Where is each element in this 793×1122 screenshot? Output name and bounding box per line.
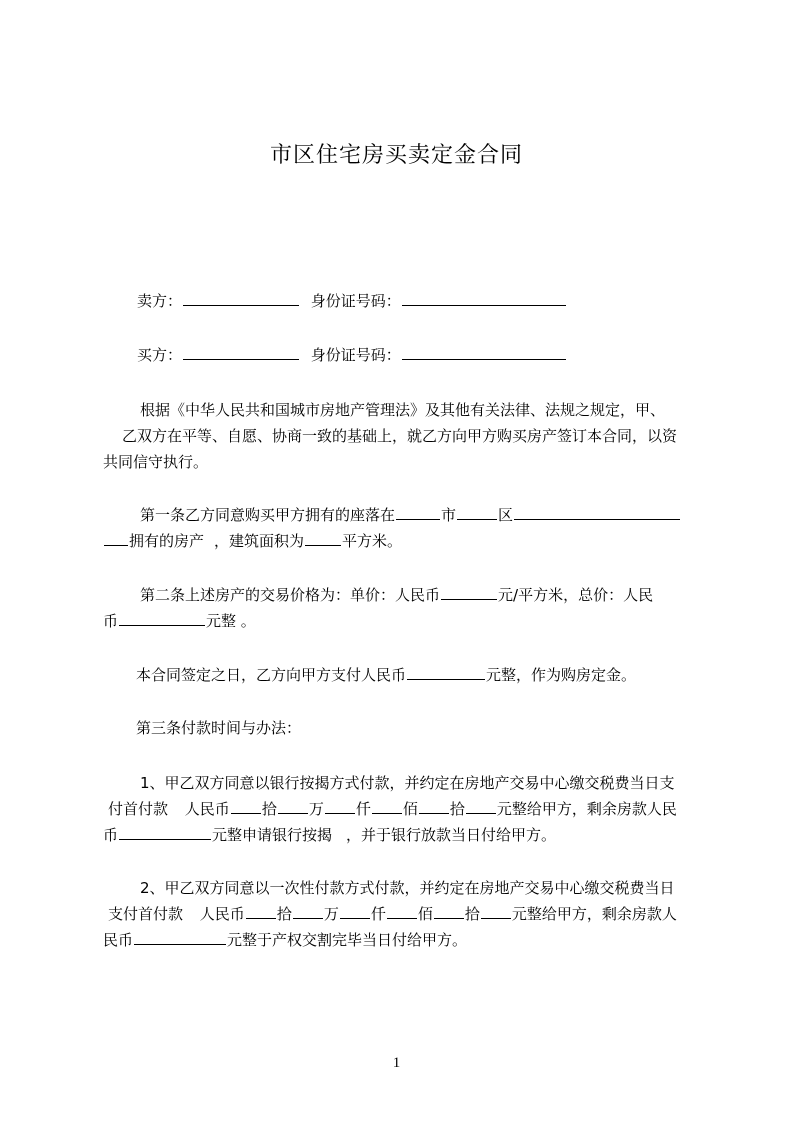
- item2-line-2: [108, 904, 677, 924]
- item2-wan-blank[interactable]: [293, 904, 323, 919]
- item2-bai-blank[interactable]: [387, 904, 417, 919]
- item2-shiwan-blank[interactable]: [246, 904, 276, 919]
- item2-line2-tail: 元整给甲方，剩余房款人: [511, 905, 677, 923]
- district-label: 区: [498, 506, 514, 524]
- item1-loan-blank[interactable]: [119, 825, 211, 840]
- item1-line2-tail: 元整给甲方，剩余房款人民: [496, 800, 677, 818]
- area-label: ，建筑面积为: [214, 532, 305, 550]
- deposit-tail: 元整，作为购房定金。: [486, 666, 637, 684]
- total-price-blank[interactable]: [119, 611, 205, 626]
- item2-shi-blank[interactable]: [434, 904, 464, 919]
- deposit-blank[interactable]: [407, 665, 485, 680]
- item1-bai-label: 佰: [402, 800, 418, 818]
- item2-downpayment-label: 支付首付款: [108, 905, 184, 923]
- deposit-line: [136, 665, 636, 685]
- district-blank[interactable]: [457, 505, 497, 520]
- preamble-line-1: 根据《中华人民共和国城市房地产管理法》及其他有关法律、法规之规定，甲、: [140, 401, 666, 419]
- seller-line: [137, 291, 567, 311]
- article1-line-2: [103, 531, 402, 551]
- item2-currency-label: 人民币: [199, 905, 245, 923]
- item1-loan-label: 元整申请银行按揭: [212, 826, 333, 844]
- currency-label: 币: [103, 612, 119, 630]
- item1-currency-prefix: 币: [103, 826, 119, 844]
- item1-line3-tail: ，并于银行放款当日付给甲方。: [346, 826, 557, 844]
- buyer-label: 买方：: [137, 346, 183, 364]
- item2-shiwan-label: 拾: [276, 905, 292, 923]
- area-unit: 平方米。: [342, 532, 403, 550]
- buyer-name-blank[interactable]: [183, 345, 299, 360]
- property-label: 拥有的房产: [129, 532, 205, 550]
- buyer-id-blank[interactable]: [402, 345, 566, 360]
- item1-line-1: 1、甲乙双方同意以银行按揭方式付款，并约定在房地产交易中心缴交税费当日支: [140, 774, 675, 792]
- address-blank-cont[interactable]: [104, 531, 128, 546]
- item2-wan-label: 万: [323, 905, 339, 923]
- item1-line-3: [103, 825, 556, 845]
- item1-downpayment-label: 付首付款: [108, 800, 169, 818]
- item2-amount-blank[interactable]: [481, 904, 511, 919]
- article2-line-2: [103, 611, 256, 631]
- deposit-text: 本合同签定之日，乙方向甲方支付人民币: [136, 666, 407, 684]
- item2-shi-label: 拾: [464, 905, 480, 923]
- buyer-id-label: 身份证号码：: [310, 346, 401, 364]
- city-label: 市: [441, 506, 457, 524]
- item1-shi-label: 拾: [449, 800, 465, 818]
- item1-qian-blank[interactable]: [325, 799, 355, 814]
- item2-bai-label: 佰: [417, 905, 433, 923]
- article1-text: 第一条乙方同意购买甲方拥有的座落在: [140, 506, 396, 524]
- seller-id-blank[interactable]: [402, 291, 566, 306]
- buyer-line: [137, 345, 567, 365]
- address-blank[interactable]: [514, 505, 680, 520]
- item2-line3-tail: 元整于产权交割完毕当日付给甲方。: [227, 931, 468, 949]
- item1-line-2: [108, 799, 677, 819]
- seller-id-label: 身份证号码：: [310, 292, 401, 310]
- item1-bai-blank[interactable]: [372, 799, 402, 814]
- item2-line-3: [103, 930, 467, 950]
- item1-shiwan-blank[interactable]: [231, 799, 261, 814]
- item2-currency-prefix: 民币: [103, 931, 134, 949]
- preamble-line-3: 共同信守执行。: [103, 453, 209, 471]
- unit-price-blank[interactable]: [441, 585, 497, 600]
- item1-currency-label: 人民币: [184, 800, 230, 818]
- area-blank[interactable]: [305, 531, 341, 546]
- article2-line-1: [140, 585, 653, 605]
- item2-qian-blank[interactable]: [340, 904, 370, 919]
- seller-label: 卖方：: [137, 292, 183, 310]
- city-blank[interactable]: [396, 505, 440, 520]
- page-number: 1: [392, 1055, 401, 1071]
- article3-heading: 第三条付款时间与办法：: [136, 719, 302, 737]
- item2-line-1: 2、甲乙双方同意以一次性付款方式付款，并约定在房地产交易中心缴交税费当日: [140, 879, 675, 897]
- item1-amount-blank[interactable]: [466, 799, 496, 814]
- item2-balance-blank[interactable]: [134, 930, 226, 945]
- article2-text: 第二条上述房产的交易价格为：单价：人民币: [140, 586, 441, 604]
- item1-shiwan-label: 拾: [261, 800, 277, 818]
- article1-line-1: [140, 505, 681, 525]
- item1-shi-blank[interactable]: [419, 799, 449, 814]
- document-title: 市区住宅房买卖定金合同: [269, 143, 523, 168]
- item1-wan-label: 万: [308, 800, 324, 818]
- item1-qian-label: 仟: [355, 800, 371, 818]
- item1-wan-blank[interactable]: [278, 799, 308, 814]
- item2-qian-label: 仟: [370, 905, 386, 923]
- unit-price-label: 元/平方米，总价：人民: [498, 586, 654, 604]
- total-price-unit: 元整 。: [206, 612, 256, 630]
- seller-name-blank[interactable]: [183, 291, 299, 306]
- preamble-line-2: 乙双方在平等、自愿、协商一致的基础上，就乙方向甲方购买房产签订本合同，以资: [122, 427, 678, 445]
